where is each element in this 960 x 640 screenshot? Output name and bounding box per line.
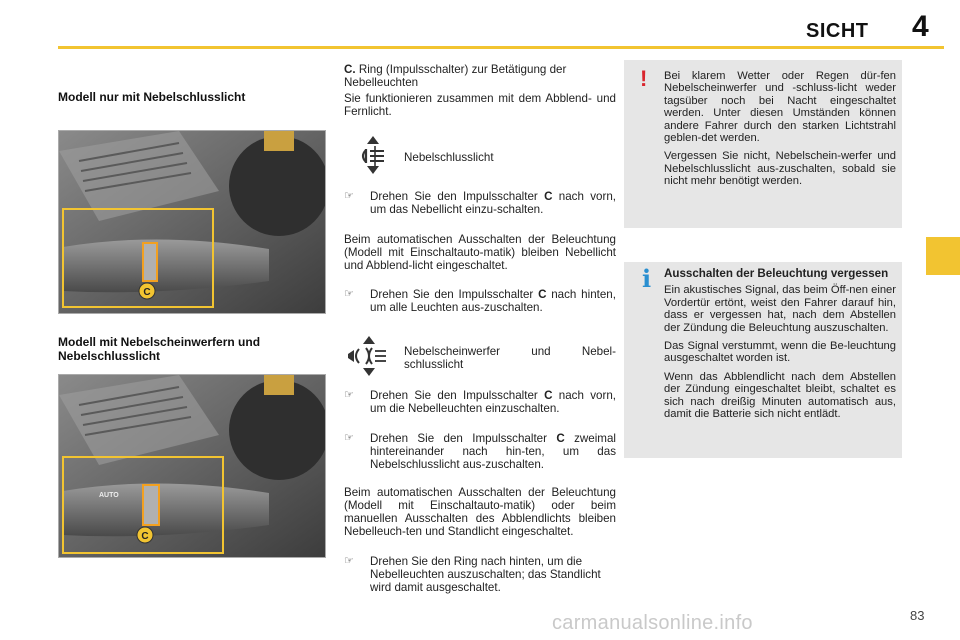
legend-label-c: C.	[344, 63, 356, 76]
front-rear-fog-light-icon	[346, 334, 392, 383]
photo-stalk-front-rear-fog	[58, 374, 326, 558]
bullet-hand-icon: ☞	[344, 555, 354, 567]
legend-item-c	[344, 63, 616, 89]
intro-paragraph: Sie funktionieren zusammen mit dem Abblend- und Fernlicht.	[344, 92, 616, 118]
heading-fog-front-and-rear: Modell mit Nebelscheinwerfern und Nebelschlusslicht	[58, 335, 261, 363]
info-paragraph-1: Ein akustisches Signal, das beim Öff-nen einer Vordertür ertönt, weist den Fahrer darauf hin, dass er vergessen hat, nach dem Abstellen der Zündung die Beleuchtung auszuschalten.	[664, 284, 896, 334]
instruction-3-text-cont: nach vorn, um die Nebelleuchten einzuschalten.	[370, 389, 616, 415]
header-rule	[58, 46, 944, 49]
bullet-hand-icon: ☞	[344, 432, 354, 444]
instruction-2-text-cont: nach hinten, um alle Leuchten aus-zuschalten.	[370, 288, 616, 314]
info-paragraph-3: Wenn das Abblendlicht nach dem Abstellen der Zündung eingeschaltet bleibt, schaltet es sich nach dreißig Minuten automatisch aus, damit die Batterie sich nicht entlädt.	[664, 370, 896, 421]
watermark: carmanualsonline.info	[552, 612, 753, 634]
warning-icon: !	[640, 66, 648, 91]
instruction-4	[344, 432, 616, 471]
instruction-4-key: C	[556, 432, 565, 445]
photo-auto-label: AUTO	[99, 492, 119, 499]
warning-paragraph-2: Vergessen Sie nicht, Nebelschein-werfer und Nebelschlusslicht aus-zuschalten, sobald sie nicht mehr benötigt werden.	[664, 150, 896, 188]
instruction-1	[344, 190, 616, 216]
instruction-5	[344, 555, 616, 594]
paragraph-auto-off-1: Beim automatischen Ausschalten der Beleuchtung (Modell mit Einschaltauto-matik) bleiben Nebellicht und Abblend-licht eingeschaltet.	[344, 233, 616, 272]
chapter-tab	[926, 237, 960, 275]
instruction-3	[344, 389, 616, 415]
photo-callout-c: C	[143, 287, 151, 298]
info-paragraph-2: Das Signal verstummt, wenn die Be-leuchtung ausgeschaltet worden ist.	[664, 340, 896, 365]
page-number: 83	[910, 608, 925, 623]
front-rear-fog-light-label: Nebelscheinwerfer und Nebel-schlusslicht	[404, 345, 616, 371]
info-icon: i	[642, 264, 652, 293]
instruction-1-text: Drehen Sie den Impulsschalter	[370, 190, 545, 203]
instruction-3-key: C	[544, 389, 553, 402]
instruction-4-text: Drehen Sie den Impulsschalter	[370, 432, 557, 445]
photo-callout-c: C	[141, 531, 149, 542]
photo-stalk-rear-fog	[58, 130, 326, 314]
chapter-title: SICHT	[806, 20, 869, 42]
instruction-3-text: Drehen Sie den Impulsschalter	[370, 389, 545, 402]
instruction-1-key: C	[544, 190, 553, 203]
bullet-hand-icon: ☞	[344, 288, 354, 300]
info-title: Ausschalten der Beleuchtung vergessen	[664, 267, 889, 280]
rear-fog-light-label: Nebelschlusslicht	[404, 151, 494, 164]
instruction-2-text: Drehen Sie den Impulsschalter	[370, 288, 539, 301]
instruction-2	[344, 288, 616, 314]
rear-fog-light-icon	[358, 134, 388, 181]
instruction-2-key: C	[538, 288, 547, 301]
chapter-number: 4	[912, 10, 929, 43]
heading-fog-rear-only: Modell nur mit Nebelschlusslicht	[58, 90, 246, 104]
paragraph-auto-off-2: Beim automatischen Ausschalten der Beleuchtung (Modell mit Einschaltauto-matik) oder beim manuellen Ausschalten des Abblendlichts bleiben Nebelleuch-ten und Standlicht eingeschaltet.	[344, 486, 616, 538]
instruction-4-text-cont: zweimal hintereinander nach hin-ten, um das Nebelschlusslicht aus-zuschalten.	[370, 432, 616, 471]
bullet-hand-icon: ☞	[344, 389, 354, 401]
warning-text	[664, 70, 896, 194]
bullet-hand-icon: ☞	[344, 190, 354, 202]
warning-paragraph-1: Bei klarem Wetter oder Regen dür-fen Nebelscheinwerfer und -schluss-licht weder tagsüber noch bei Nacht eingeschaltet werden. Unter diesen Umständen können andere Fahrer durch den starken Lichtstrahl geblen-det werden.	[664, 70, 896, 145]
instruction-5-text: Drehen Sie den Ring nach hinten, um die Nebelleuchten auszuschalten; das Standlicht wird damit ausgeschaltet.	[370, 555, 601, 594]
info-text	[664, 268, 896, 426]
legend-text-c: Ring (Impulsschalter) zur Betätigung der Nebelleuchten	[344, 63, 567, 89]
instruction-1-text-cont: nach vorn, um das Nebellicht einzu-schalten.	[370, 190, 616, 216]
